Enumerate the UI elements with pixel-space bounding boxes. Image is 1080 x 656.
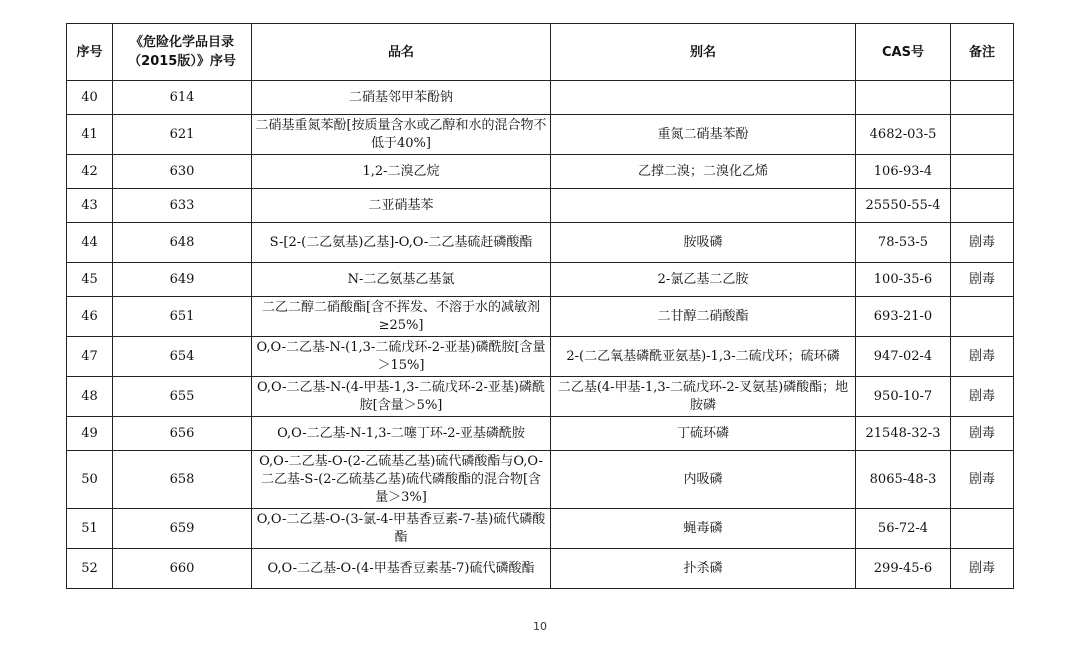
cell-alias: 2-氯乙基二乙胺 <box>551 263 856 297</box>
cell-name: S-[2-(二乙氨基)乙基]-O,O-二乙基硫赶磷酸酯 <box>252 223 551 263</box>
table-row <box>67 155 1014 189</box>
cell-note: 剧毒 <box>951 417 1014 451</box>
cell-cas: 693-21-0 <box>856 297 951 337</box>
cell-cas: 4682-03-5 <box>856 115 951 155</box>
cell-name: 1,2-二溴乙烷 <box>252 155 551 189</box>
header-catalog-seq: 《危险化学品目录（2015版）》序号 <box>113 24 252 81</box>
table-row <box>67 189 1014 223</box>
cell-seq: 52 <box>67 549 113 589</box>
table-row <box>67 337 1014 377</box>
table-row <box>67 297 1014 337</box>
cell-seq: 47 <box>67 337 113 377</box>
cell-seq: 45 <box>67 263 113 297</box>
chemical-table-sheet <box>66 23 1013 589</box>
cell-seq: 50 <box>67 451 113 509</box>
cell-note <box>951 509 1014 549</box>
cell-seq: 46 <box>67 297 113 337</box>
cell-catalog: 654 <box>113 337 252 377</box>
cell-cas: 947-02-4 <box>856 337 951 377</box>
cell-note <box>951 81 1014 115</box>
cell-note <box>951 155 1014 189</box>
cell-seq: 42 <box>67 155 113 189</box>
cell-cas: 56-72-4 <box>856 509 951 549</box>
cell-name: O,O-二乙基-O-(4-甲基香豆素基-7)硫代磷酸酯 <box>252 549 551 589</box>
table-row <box>67 263 1014 297</box>
header-note: 备注 <box>951 24 1014 81</box>
table-row <box>67 509 1014 549</box>
cell-note: 剧毒 <box>951 337 1014 377</box>
table-row <box>67 549 1014 589</box>
cell-name: 二硝基重氮苯酚[按质量含水或乙醇和水的混合物不低于40%] <box>252 115 551 155</box>
cell-name: 二乙二醇二硝酸酯[含不挥发、不溶于水的减敏剂≥25%] <box>252 297 551 337</box>
cell-seq: 40 <box>67 81 113 115</box>
cell-catalog: 651 <box>113 297 252 337</box>
cell-cas: 25550-55-4 <box>856 189 951 223</box>
cell-cas: 100-35-6 <box>856 263 951 297</box>
cell-seq: 43 <box>67 189 113 223</box>
cell-alias: 重氮二硝基苯酚 <box>551 115 856 155</box>
cell-name: O,O-二乙基-N-1,3-二噻丁环-2-亚基磷酰胺 <box>252 417 551 451</box>
cell-alias: 蝇毒磷 <box>551 509 856 549</box>
header-cas: CAS号 <box>856 24 951 81</box>
cell-name: 二硝基邻甲苯酚钠 <box>252 81 551 115</box>
cell-alias: 2-(二乙氧基磷酰亚氨基)-1,3-二硫戊环；硫环磷 <box>551 337 856 377</box>
header-seq: 序号 <box>67 24 113 81</box>
cell-note: 剧毒 <box>951 223 1014 263</box>
cell-alias <box>551 189 856 223</box>
table-row <box>67 417 1014 451</box>
table-row <box>67 223 1014 263</box>
cell-alias: 扑杀磷 <box>551 549 856 589</box>
cell-seq: 49 <box>67 417 113 451</box>
cell-cas: 78-53-5 <box>856 223 951 263</box>
cell-name: O,O-二乙基-N-(4-甲基-1,3-二硫戊环-2-亚基)磷酰胺[含量＞5%] <box>252 377 551 417</box>
cell-catalog: 659 <box>113 509 252 549</box>
cell-alias: 胺吸磷 <box>551 223 856 263</box>
cell-note <box>951 297 1014 337</box>
cell-cas <box>856 81 951 115</box>
cell-seq: 48 <box>67 377 113 417</box>
header-alias: 别名 <box>551 24 856 81</box>
cell-alias <box>551 81 856 115</box>
cell-alias: 内吸磷 <box>551 451 856 509</box>
cell-note: 剧毒 <box>951 549 1014 589</box>
cell-alias: 二甘醇二硝酸酯 <box>551 297 856 337</box>
table-row <box>67 451 1014 509</box>
cell-catalog: 648 <box>113 223 252 263</box>
cell-seq: 44 <box>67 223 113 263</box>
cell-cas: 8065-48-3 <box>856 451 951 509</box>
cell-cas: 950-10-7 <box>856 377 951 417</box>
cell-seq: 51 <box>67 509 113 549</box>
cell-catalog: 621 <box>113 115 252 155</box>
hazardous-chemicals-table <box>66 23 1014 589</box>
table-row <box>67 377 1014 417</box>
cell-catalog: 656 <box>113 417 252 451</box>
cell-name: O,O-二乙基-N-(1,3-二硫戊环-2-亚基)磷酰胺[含量＞15%] <box>252 337 551 377</box>
cell-seq: 41 <box>67 115 113 155</box>
cell-catalog: 630 <box>113 155 252 189</box>
cell-cas: 106-93-4 <box>856 155 951 189</box>
table-row <box>67 115 1014 155</box>
cell-name: N-二乙氨基乙基氯 <box>252 263 551 297</box>
cell-catalog: 649 <box>113 263 252 297</box>
cell-note: 剧毒 <box>951 451 1014 509</box>
header-row <box>67 24 1014 81</box>
cell-name: 二亚硝基苯 <box>252 189 551 223</box>
cell-note <box>951 115 1014 155</box>
cell-alias: 丁硫环磷 <box>551 417 856 451</box>
table-row <box>67 81 1014 115</box>
cell-name: O,O-二乙基-O-(3-氯-4-甲基香豆素-7-基)硫代磷酸酯 <box>252 509 551 549</box>
cell-catalog: 660 <box>113 549 252 589</box>
cell-cas: 299-45-6 <box>856 549 951 589</box>
cell-catalog: 658 <box>113 451 252 509</box>
cell-cas: 21548-32-3 <box>856 417 951 451</box>
cell-note: 剧毒 <box>951 263 1014 297</box>
cell-catalog: 614 <box>113 81 252 115</box>
cell-note <box>951 189 1014 223</box>
cell-alias: 二乙基(4-甲基-1,3-二硫戊环-2-叉氨基)磷酸酯；地胺磷 <box>551 377 856 417</box>
cell-note: 剧毒 <box>951 377 1014 417</box>
cell-catalog: 633 <box>113 189 252 223</box>
page-number: 10 <box>533 620 547 633</box>
cell-name: O,O-二乙基-O-(2-乙硫基乙基)硫代磷酸酯与O,O-二乙基-S-(2-乙硫基乙基)硫代磷酸酯的混合物[含量＞3%] <box>252 451 551 509</box>
header-name: 品名 <box>252 24 551 81</box>
cell-alias: 乙撑二溴；二溴化乙烯 <box>551 155 856 189</box>
cell-catalog: 655 <box>113 377 252 417</box>
table-body <box>67 81 1014 589</box>
